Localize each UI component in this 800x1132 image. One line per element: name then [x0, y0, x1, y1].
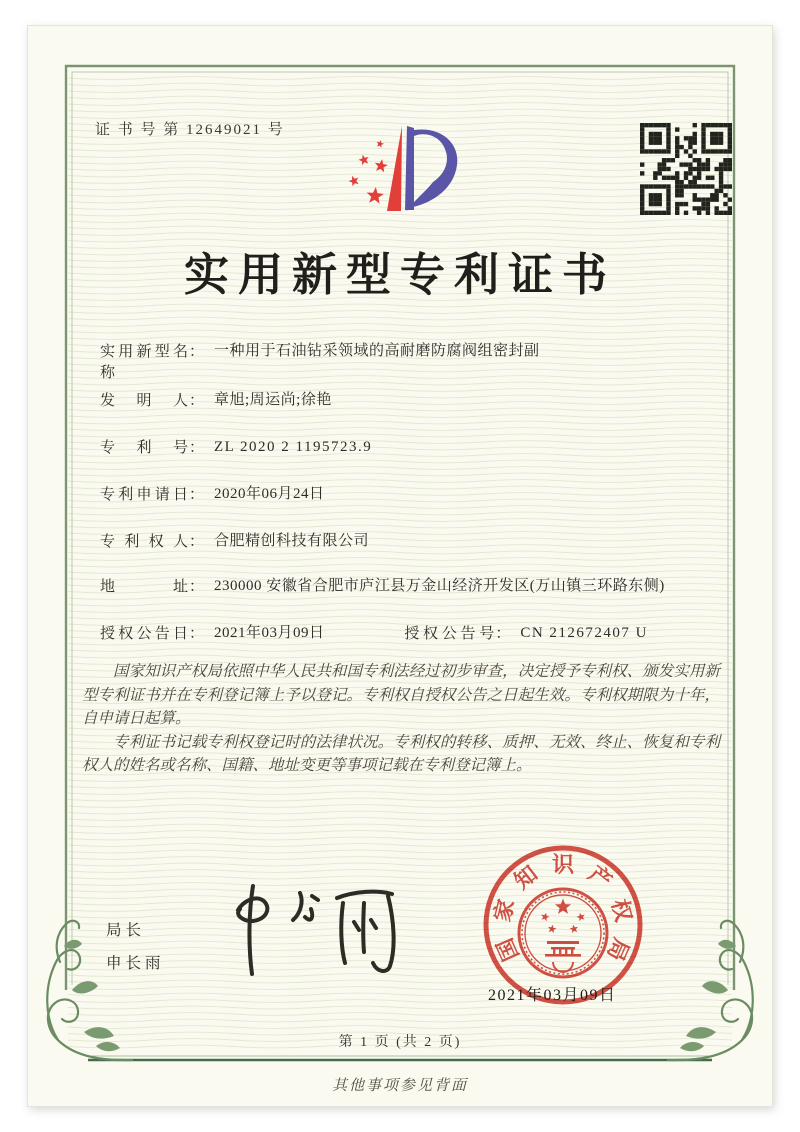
field-label: 专利申请日: [100, 487, 188, 503]
field-value: 2020年06月24日: [214, 486, 325, 502]
certificate-number: 证 书 号 第 12649021 号: [95, 122, 285, 138]
field-row-filing-date: 专利申请日 ： 2020年06月24日: [100, 483, 325, 506]
legal-paragraph-2: 专利证书记载专利权登记时的法律状况。专利权的转移、质押、无效、终止、恢复和专利权人的姓名或名称、国籍、地址变更等事项记载在专利登记簿上。: [82, 733, 720, 774]
field-label: 专利权人: [100, 534, 188, 550]
field-label: 授权公告号: [404, 626, 495, 642]
field-row-grant: 授权公告日 ： 2021年03月09日 授权公告号 ： CN 212672407 U: [100, 622, 648, 645]
field-row-patentee: 专利权人 ： 合肥精创科技有限公司: [100, 530, 369, 553]
page-indicator: 第 1 页 (共 2 页): [338, 1035, 462, 1050]
field-row-patent-number: 专利号 ： ZL 2020 2 1195723.9: [100, 436, 372, 459]
svg-text:产: 产: [583, 860, 617, 894]
back-side-note: 其他事项参见背面: [331, 1078, 468, 1094]
field-value: 2021年03月09日: [214, 625, 325, 641]
field-label: 地址: [100, 579, 188, 595]
field-label: 发明人: [100, 393, 188, 409]
svg-text:局: 局: [602, 934, 635, 965]
field-value: 230000 安徽省合肥市庐江县万金山经济开发区(万山镇三环路东侧): [214, 578, 665, 594]
signer-block: [106, 918, 165, 984]
field-label: 专利号: [100, 440, 188, 456]
field-value: 一种用于石油钻采领域的高耐磨防腐阀组密封副: [214, 343, 540, 359]
signer-title: 局长: [106, 922, 146, 939]
cnipa-round-seal: [486, 848, 640, 1002]
svg-text:知: 知: [509, 860, 543, 894]
svg-text:权: 权: [606, 896, 637, 925]
svg-text:识: 识: [551, 852, 575, 877]
national-emblem: [519, 889, 607, 977]
field-value: CN 212672407 U: [520, 625, 648, 641]
seal-date: 2021年03月09日: [488, 987, 617, 1004]
signer-name: 申长雨: [106, 955, 165, 972]
field-row-inventors: 发明人 ： 章旭;周运尚;徐艳: [100, 389, 332, 412]
certificate-title: 实用新型专利证书: [183, 250, 616, 300]
legal-paragraph-1: 国家知识产权局依照中华人民共和国专利法经过初步审查，决定授予专利权、颁发实用新型专利证书并在专利登记簿上予以登记。专利权自授权公告之日起生效。专利权期限为十年，自申请日起算。: [82, 663, 720, 727]
field-row-address: 地址 ： 230000 安徽省合肥市庐江县万金山经济开发区(万山镇三环路东侧): [100, 575, 665, 598]
svg-text:国: 国: [491, 934, 524, 965]
svg-text:家: 家: [489, 896, 520, 925]
grant-number-group: 授权公告号 ： CN 212672407 U: [404, 622, 648, 645]
field-label: 授权公告日: [100, 626, 188, 642]
field-value: ZL 2020 2 1195723.9: [214, 439, 373, 455]
field-value: 章旭;周运尚;徐艳: [214, 392, 332, 408]
legal-text: [82, 660, 720, 778]
cnipa-logo-icon: [349, 126, 458, 211]
field-row-name: 实用新型名称 ： 一种用于石油钻采领域的高耐磨防腐阀组密封副: [100, 340, 540, 382]
field-label: 实用新型名称: [100, 344, 188, 381]
field-value: 合肥精创科技有限公司: [214, 533, 370, 549]
